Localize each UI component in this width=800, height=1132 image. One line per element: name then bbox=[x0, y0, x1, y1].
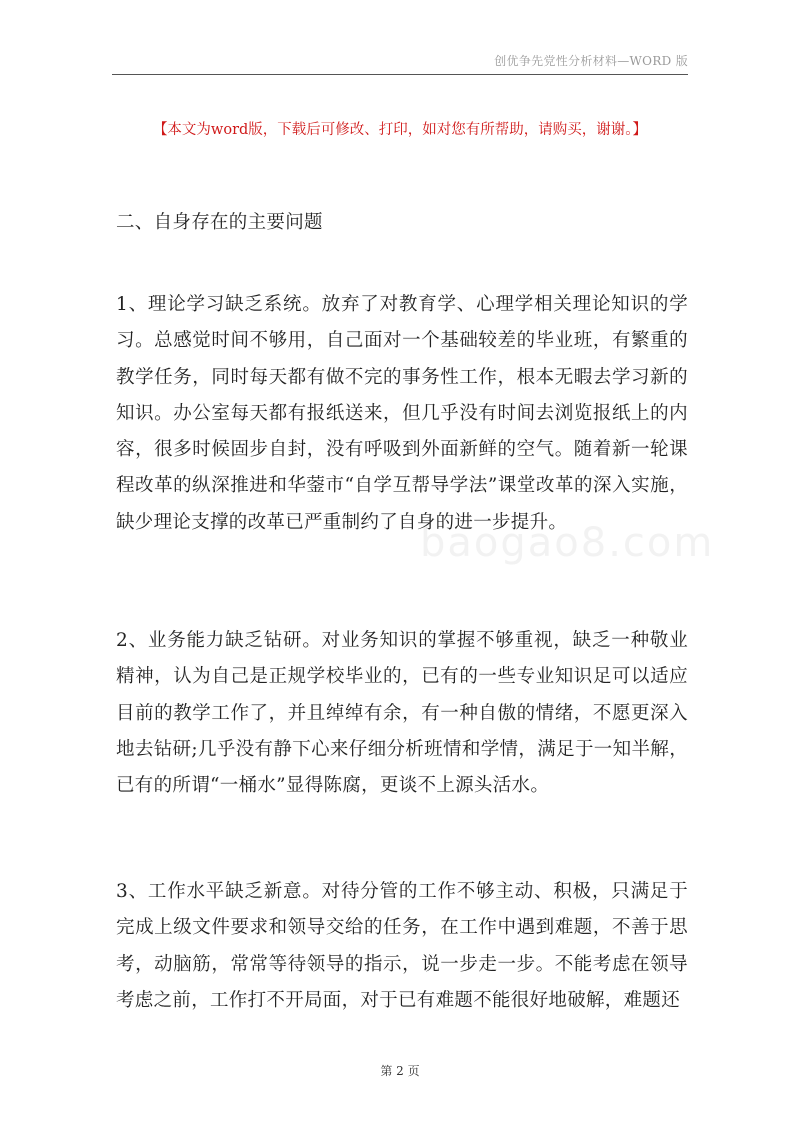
header-divider bbox=[112, 74, 688, 75]
section-heading: 二、自身存在的主要问题 bbox=[116, 212, 323, 233]
paragraph-work-level: 3、工作水平缺乏新意。对待分管的工作不够主动、积极，只满足于完成上级文件要求和领导交给的任务，在工作中遇到难题，不善于思考，动脑筋，常常等待领导的指示，说一步走一步。不能考虑在领导考虑之前，工作打不开局面，对于已有难题不能很好地破解，难题还 bbox=[116, 881, 688, 1011]
watermark: baogao8.com bbox=[420, 520, 715, 566]
paragraph-business-ability: 2、业务能力缺乏钻研。对业务知识的掌握不够重视，缺乏一种敬业精神，认为自己是正规学校毕业的，已有的一些专业知识足可以适应目前的教学工作了，并且绰绰有余，有一种自傲的情绪，不愿更深入地去钻研;几乎没有静下心来仔细分析班情和学情，满足于一知半解，已有的所谓“一桶水”显得陈腐，更谈不上源头活水。 bbox=[116, 630, 688, 797]
paragraph-theory-study: 1、理论学习缺乏系统。放弃了对教育学、心理学相关理论知识的学习。总感觉时间不够用，自己面对一个基础较差的毕业班，有繁重的教学任务，同时每天都有做不完的事务性工作，根本无暇去学习新的知识。办公室每天都有报纸送来，但几乎没有时间去浏览报纸上的内容，很多时候固步自封，没有呼吸到外面新鲜的空气。随着新一轮课程改革的纵深推进和华蓥市“自学互帮导学法”课堂改革的深入实施，缺少理论支撑的改革已严重制约了自身的进一步提升。 bbox=[116, 294, 688, 533]
download-notice: 【本文为word版，下载后可修改、打印，如对您有所帮助，请购买，谢谢。】 bbox=[152, 122, 648, 138]
page-number: 第 2 页 bbox=[380, 1064, 420, 1078]
document-header-title: 创优争先党性分析材料—WORD 版 bbox=[494, 54, 688, 68]
